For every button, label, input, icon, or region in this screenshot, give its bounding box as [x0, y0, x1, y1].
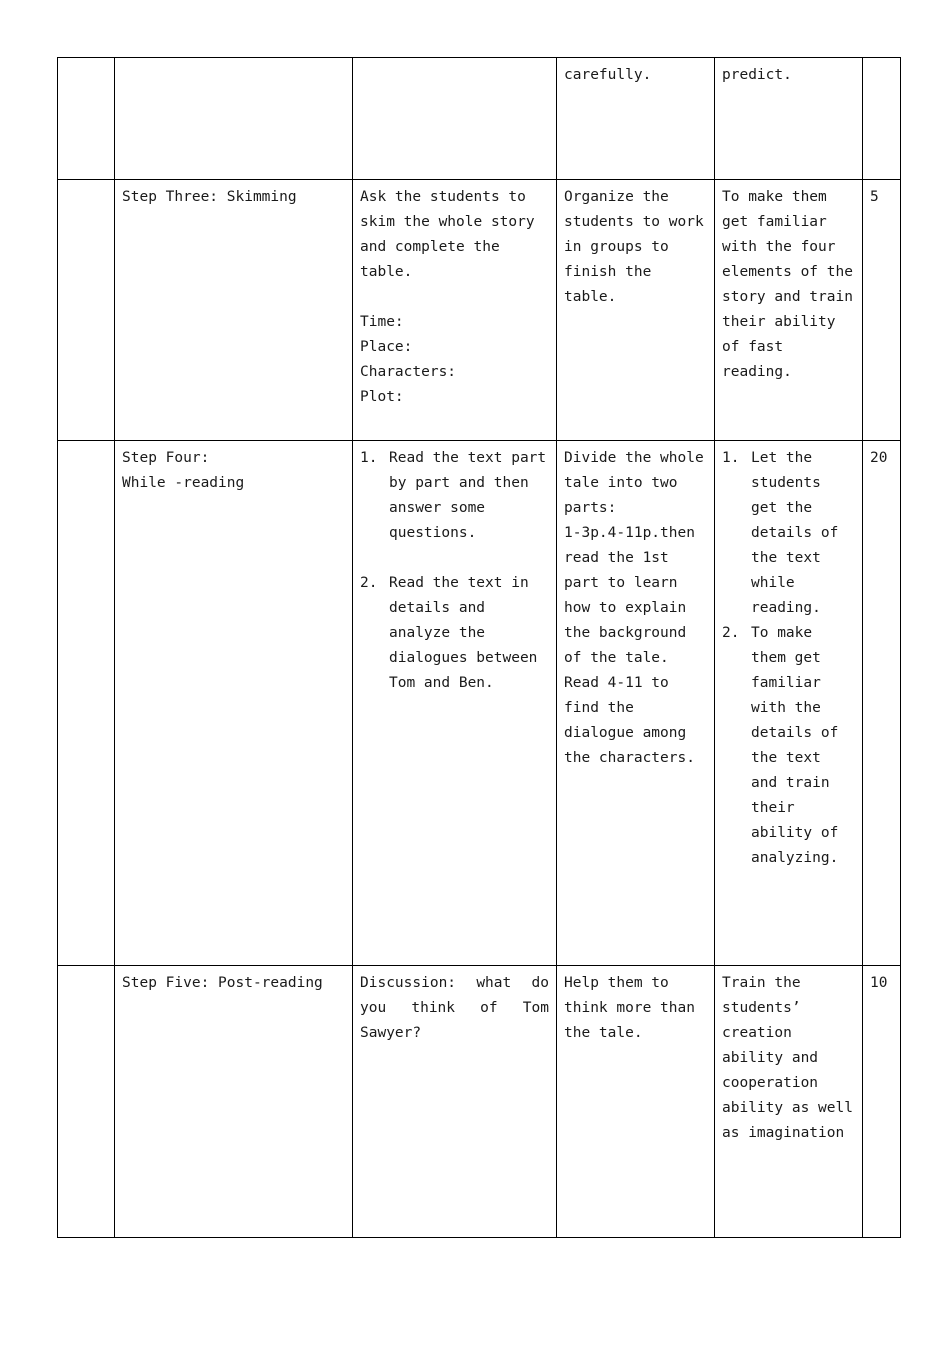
purpose-text: Train the students’ creation ability and cooperation ability as well as imagination: [722, 975, 853, 1141]
purpose-text: To make them get familiar with the four elements of the story and train their ability of fast reading.: [722, 189, 853, 380]
teacher-activity-cell: [353, 58, 557, 180]
time-cell: [863, 58, 901, 180]
step-title: Step Five: Post-reading: [122, 975, 323, 991]
number-cell: [58, 180, 115, 441]
student-activity-text: Help them to think more than the tale.: [564, 975, 695, 1041]
time-cell: [863, 180, 901, 441]
purpose-cell: [715, 58, 863, 180]
list-item: [722, 446, 855, 621]
table-row: [58, 180, 901, 441]
list-text: Let the students get the details of the text while reading.: [751, 450, 839, 616]
student-activity-cell: [557, 966, 715, 1238]
time-cell: [863, 966, 901, 1238]
time-value: 5: [870, 189, 879, 205]
time-cell: [863, 441, 901, 966]
purpose-list: [722, 446, 855, 871]
student-activity-cell: [557, 58, 715, 180]
number-cell: [58, 441, 115, 966]
table-row: [58, 441, 901, 966]
discussion-text: Discussion: what do you think of Tom Sawyer?: [360, 975, 549, 1041]
student-activity-cell: [557, 441, 715, 966]
number-cell: [58, 58, 115, 180]
teacher-activity-cell: [353, 441, 557, 966]
lesson-plan-table: [57, 57, 901, 1238]
table-row: [58, 966, 901, 1238]
step-title: Step Three: Skimming: [122, 189, 297, 205]
time-value: 10: [870, 975, 888, 991]
step-cell: [115, 441, 353, 966]
purpose-text: predict.: [722, 67, 792, 83]
table-row: [58, 58, 901, 180]
activity-list: [360, 446, 549, 696]
purpose-cell: [715, 180, 863, 441]
list-item: [360, 571, 549, 696]
student-activity-text: Divide the whole tale into two parts:: [564, 450, 704, 516]
list-number: 1.: [360, 450, 378, 466]
student-activity-text: Organize the students to work in groups to finish the table.: [564, 189, 704, 305]
list-number: 2.: [722, 625, 740, 641]
student-activity-text: Read 4-11 to find the dialogue among the characters.: [564, 675, 695, 766]
step-title: Step Four:: [122, 450, 210, 466]
step-cell: [115, 966, 353, 1238]
number-cell: [58, 966, 115, 1238]
step-cell: [115, 58, 353, 180]
table-field-plot: Plot:: [360, 389, 404, 405]
step-subtitle: While -reading: [122, 475, 245, 491]
step-cell: [115, 180, 353, 441]
student-activity-text: 1-3p.4-11p.then read the 1st part to learn how to explain the background of the tale.: [564, 525, 695, 666]
list-text: Read the text part by part and then answer some questions.: [389, 450, 547, 541]
list-number: 2.: [360, 575, 378, 591]
activity-intro: Ask the students to skim the whole story and complete the table.: [360, 189, 535, 280]
student-activity-cell: [557, 180, 715, 441]
table-field-time: Time:: [360, 314, 404, 330]
purpose-cell: [715, 966, 863, 1238]
list-number: 1.: [722, 450, 740, 466]
list-text: To make them get familiar with the details of the text and train their ability of analyzing.: [751, 625, 839, 866]
teacher-activity-cell: [353, 180, 557, 441]
time-value: 20: [870, 450, 888, 466]
list-text: Read the text in details and analyze the dialogues between Tom and Ben.: [389, 575, 538, 691]
table-field-place: Place:: [360, 339, 413, 355]
student-activity-text: carefully.: [564, 67, 652, 83]
list-item: [722, 621, 855, 871]
table-field-characters: Characters:: [360, 364, 457, 380]
list-item: [360, 446, 549, 546]
purpose-cell: [715, 441, 863, 966]
teacher-activity-cell: [353, 966, 557, 1238]
